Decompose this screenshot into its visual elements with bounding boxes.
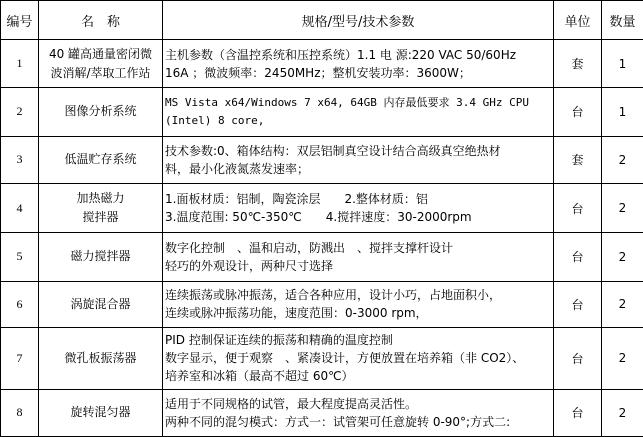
item-unit: 台 [554, 233, 602, 281]
spec-line: 料，最小化液氮蒸发速率； [165, 161, 310, 176]
spec-line: 连续或脉冲振荡功能，速度范围：0-3000 rpm， [165, 306, 428, 321]
item-unit: 套 [554, 136, 602, 183]
item-name [39, 183, 163, 232]
header-no: 编号 [1, 1, 39, 40]
item-name [39, 281, 163, 327]
table-row [1, 281, 643, 327]
row-number: 4 [1, 183, 39, 232]
item-spec [163, 88, 554, 136]
item-qty: 2 [602, 183, 643, 232]
spec-line: 连续振荡或脉冲振荡，适合各种应用，设计小巧，占地面积小， [165, 288, 502, 303]
name-line: 涡旋混合器 [70, 296, 131, 311]
row-number: 2 [1, 88, 39, 136]
item-name [39, 40, 163, 88]
header-spec: 规格/型号/技术参数 [163, 1, 554, 40]
item-spec [163, 281, 554, 327]
table-row [1, 389, 643, 436]
item-unit: 台 [554, 281, 602, 327]
name-line: 低温贮存系统 [64, 152, 137, 167]
spec-line: 适用于不同规格的试管，最大程度提高灵活性。 [165, 396, 418, 411]
item-spec [163, 183, 554, 232]
table-row [1, 40, 643, 88]
item-qty: 2 [602, 327, 643, 389]
header-row [1, 1, 643, 40]
item-spec [163, 136, 554, 183]
item-spec [163, 40, 554, 88]
item-qty: 2 [602, 281, 643, 327]
item-qty: 1 [602, 40, 643, 88]
item-name [39, 389, 163, 436]
item-unit: 台 [554, 88, 602, 136]
item-spec [163, 327, 554, 389]
name-line: 微孔板振荡器 [64, 350, 137, 365]
spec-line: MS Vista x64/Windows 7 x64, 64GB 内存最低要求 3.4 GHz CPU [165, 95, 530, 109]
item-spec [163, 389, 554, 436]
spec-line: 培养室和冰箱（最高不超过 60℃） [165, 369, 354, 384]
table-row [1, 88, 643, 136]
row-number: 5 [1, 233, 39, 281]
name-line: 加热磁力 [76, 191, 125, 206]
spec-line: 数字显示，便于观察 、紧凑设计，方便放置在培养箱（非 CO2）、 [165, 351, 525, 366]
item-unit: 台 [554, 183, 602, 232]
row-number: 1 [1, 40, 39, 88]
item-name [39, 136, 163, 183]
row-number: 7 [1, 327, 39, 389]
row-number: 3 [1, 136, 39, 183]
spec-line: 轻巧的外观设计，两种尺寸选择 [165, 258, 334, 273]
item-spec [163, 233, 554, 281]
item-qty: 2 [602, 136, 643, 183]
name-line: 波消解/萃取工作站 [50, 65, 151, 80]
spec-line: (Intel) 8 core, [165, 113, 265, 127]
item-unit: 台 [554, 389, 602, 436]
spec-line: 3.温度范围: 50℃-350℃ 4.搅拌速度：30-2000rpm [165, 210, 472, 225]
item-unit: 套 [554, 40, 602, 88]
row-number: 6 [1, 281, 39, 327]
name-line: 40 罐高通量密闭微 [48, 46, 153, 61]
table-row [1, 233, 643, 281]
header-name: 名 称 [39, 1, 163, 40]
item-unit: 台 [554, 327, 602, 389]
name-line: 搅拌器 [82, 210, 119, 225]
spec-line: PID 控制保证连续的振荡和精确的温度控制 [165, 333, 393, 348]
table-row [1, 183, 643, 232]
row-number: 8 [1, 389, 39, 436]
item-qty: 2 [602, 233, 643, 281]
name-line: 磁力搅拌器 [70, 249, 131, 264]
spec-line: 1.面板材质：铝制，陶瓷涂层 2.整体材质：铝 [165, 192, 428, 207]
header-unit: 单位 [554, 1, 602, 40]
item-name [39, 327, 163, 389]
item-name [39, 88, 163, 136]
item-qty: 2 [602, 389, 643, 436]
spec-line: 两种不同的混匀模式：方式一：试管架可任意旋转 0-90°;方式二: [165, 414, 511, 429]
name-line: 旋转混匀器 [70, 405, 131, 420]
table-row [1, 327, 643, 389]
item-name [39, 233, 163, 281]
spec-line: 技术参数:0、箱体结构：双层铝制真空设计结合高级真空绝热材 [165, 143, 501, 158]
header-qty: 数量 [602, 1, 643, 40]
spec-line: 主机参数（含温控系统和压控系统）1.1 电 源:220 VAC 50/60Hz [165, 47, 517, 62]
item-qty: 1 [602, 88, 643, 136]
table-row [1, 136, 643, 183]
spec-line: 数字化控制 、温和启动，防溅出 、搅拌支撑杆设计 [165, 240, 454, 255]
name-line: 图像分析系统 [64, 104, 137, 119]
spec-line: 16A ；微波频率：2450MHz；整机安装功率：3600W； [165, 65, 471, 80]
